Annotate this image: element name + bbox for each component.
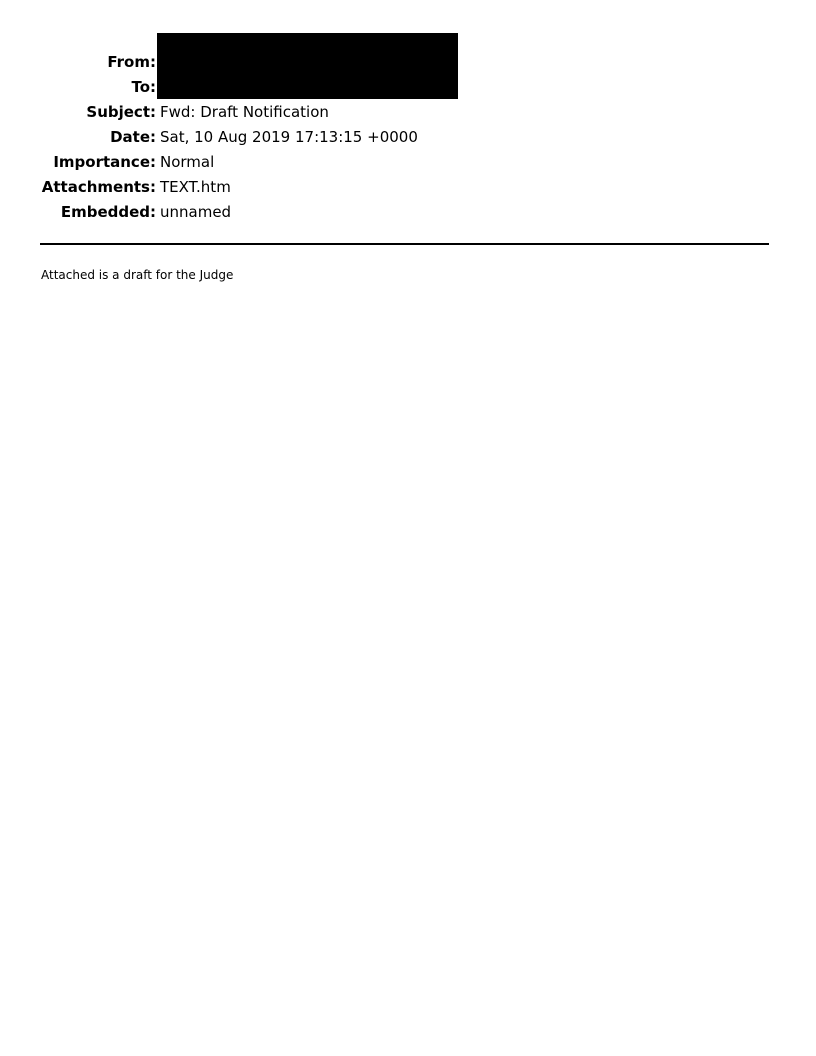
subject-value: Fwd: Draft Notification	[160, 103, 329, 121]
redaction-box	[157, 33, 458, 99]
attachments-label: Attachments:	[41, 178, 156, 196]
attachments-value: TEXT.htm	[160, 178, 231, 196]
date-row	[0, 125, 816, 150]
importance-label: Importance:	[53, 153, 156, 171]
to-label: To:	[131, 78, 156, 96]
subject-row	[0, 100, 816, 125]
importance-row	[0, 150, 816, 175]
date-value: Sat, 10 Aug 2019 17:13:15 +0000	[160, 128, 418, 146]
date-label: Date:	[110, 128, 156, 146]
attachments-row	[0, 175, 816, 200]
email-body-text: Attached is a draft for the Judge	[41, 268, 234, 282]
from-label: From:	[107, 53, 156, 71]
embedded-value: unnamed	[160, 203, 232, 221]
embedded-row	[0, 200, 816, 225]
header-divider	[40, 243, 769, 245]
importance-value: Normal	[160, 153, 215, 171]
embedded-label: Embedded:	[60, 203, 156, 221]
subject-label: Subject:	[86, 103, 156, 121]
